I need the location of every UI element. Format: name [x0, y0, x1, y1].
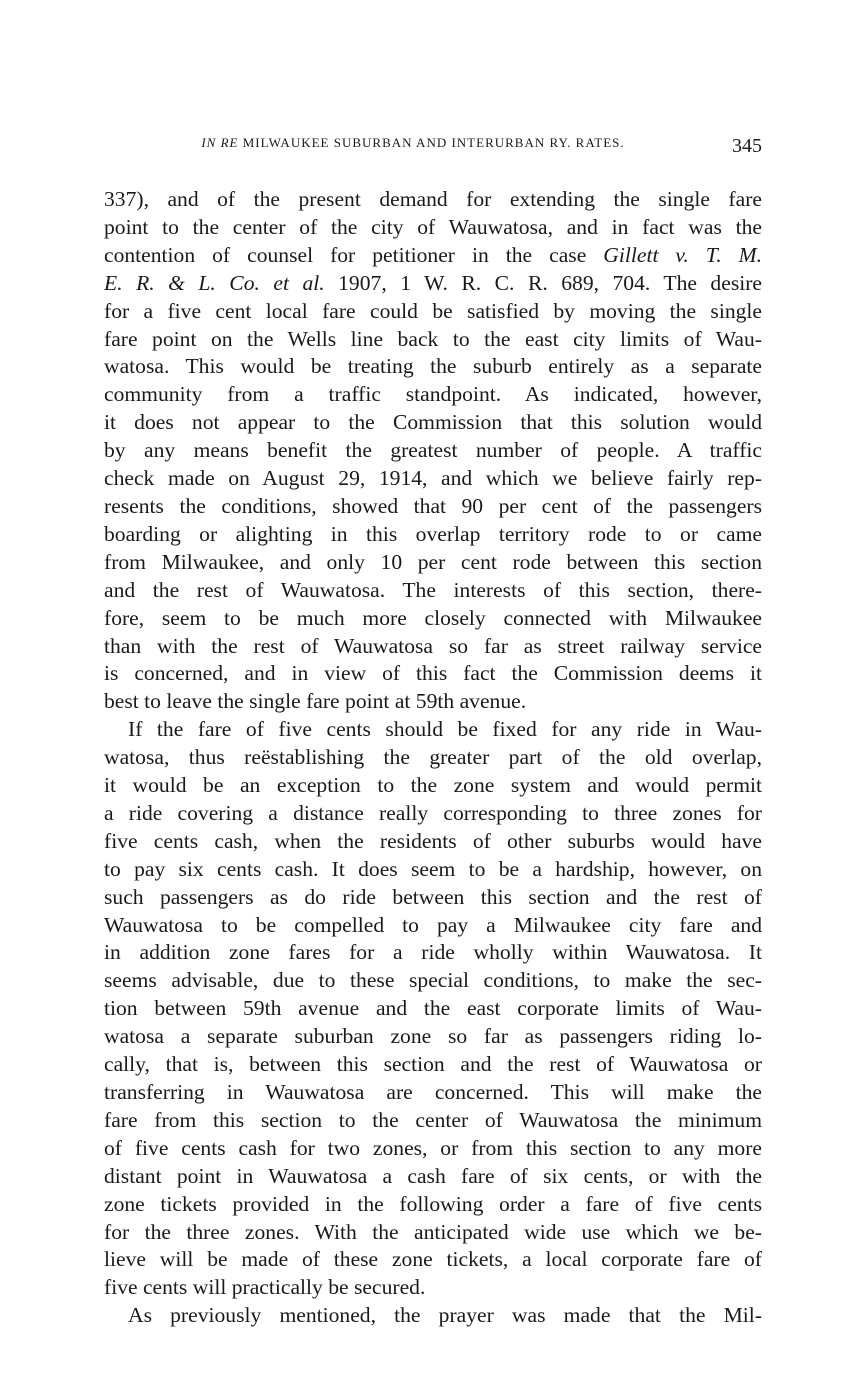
- text-line: transferring in Wauwatosa are concerned. This will make the: [104, 1080, 762, 1104]
- running-head-title-italic: IN RE: [201, 135, 239, 150]
- paragraph-2: [104, 716, 762, 1302]
- text-line: watosa a separate suburban zone so far as passengers riding lo-: [104, 1024, 762, 1049]
- text-line: point to the center of the city of Wauwatosa, and in fact was the: [104, 214, 762, 239]
- text-line-segment: contention of counsel for petitioner in the case: [104, 242, 604, 267]
- text-line: best to leave the single fare point at 59th avenue.: [104, 689, 527, 714]
- text-line: for the three zones. With the anticipated wide use which we be-: [104, 1219, 762, 1244]
- text-line: distant point in Wauwatosa a cash fare of six cents, or with the: [104, 1163, 762, 1188]
- text-line: watosa. This would be treating the suburb entirely as a separate: [104, 354, 762, 379]
- text-line: is concerned, and in view of this fact the Commission deems it: [104, 661, 762, 686]
- text-line: of five cents cash for two zones, or from this section to any more: [104, 1135, 762, 1160]
- text-line: in addition zone fares for a ride wholly within Wauwatosa. It: [104, 940, 762, 965]
- text-line: community from a traffic standpoint. As indicated, however,: [104, 382, 762, 407]
- case-name-continued: E. R. & L. Co. et al.: [104, 270, 325, 295]
- text-line: check made on August 29, 1914, and which we believe fairly rep-: [104, 466, 762, 491]
- text-line: [104, 242, 762, 270]
- text-line: resents the conditions, showed that 90 per cent of the passengers: [104, 493, 762, 518]
- text-line: [104, 270, 762, 298]
- text-line: As previously mentioned, the prayer was made that the Mil-: [128, 1303, 762, 1328]
- text-line: to pay six cents cash. It does seem to be a hardship, however, on: [104, 856, 762, 881]
- text-line: zone tickets provided in the following order a fare of five cents: [104, 1191, 762, 1216]
- text-line: it does not appear to the Commission that this solution would: [104, 410, 762, 435]
- text-line: a ride covering a distance really corresponding to three zones for: [104, 800, 762, 825]
- text-line: from Milwaukee, and only 10 per cent rode between this section: [104, 549, 762, 574]
- text-line: fore, seem to be much more closely connected with Milwaukee: [104, 605, 762, 630]
- case-name: Gillett v. T. M.: [603, 242, 762, 267]
- text-line: boarding or alighting in this overlap territory rode to or came: [104, 521, 762, 546]
- running-head-title: [201, 128, 664, 158]
- text-line: five cents will practically be secured.: [104, 1275, 426, 1300]
- text-line: five cents cash, when the residents of other suburbs would have: [104, 828, 762, 853]
- text-line: such passengers as do ride between this section and the rest of: [104, 884, 762, 909]
- text-line: than with the rest of Wauwatosa so far as street railway service: [104, 633, 762, 658]
- text-line: fare point on the Wells line back to the east city limits of Wau-: [104, 326, 762, 351]
- text-line: 337), and of the present demand for extending the single fare: [104, 187, 762, 211]
- text-line: tion between 59th avenue and the east corporate limits of Wau-: [104, 996, 762, 1021]
- text-line: fare from this section to the center of Wauwatosa the minimum: [104, 1107, 762, 1132]
- running-head-title-text: MILWAUKEE SUBURBAN AND INTERURBAN RY. RATES.: [238, 135, 625, 150]
- text-line: lieve will be made of these zone tickets, a local corporate fare of: [104, 1247, 762, 1272]
- body-text: [104, 186, 762, 1330]
- text-line: and the rest of Wauwatosa. The interests of this section, there-: [104, 577, 762, 602]
- paragraph-1: [104, 186, 762, 716]
- text-line: seems advisable, due to these special conditions, to make the sec-: [104, 968, 762, 993]
- text-line: for a five cent local fare could be satisfied by moving the single: [104, 298, 762, 323]
- document-page: [104, 128, 762, 1330]
- page-number: 345: [732, 135, 762, 157]
- paragraph-3: [104, 1302, 762, 1330]
- text-line: by any means benefit the greatest number of people. A traffic: [104, 438, 762, 463]
- text-line: Wauwatosa to be compelled to pay a Milwaukee city fare and: [104, 912, 762, 937]
- text-line: If the fare of five cents should be fixed for any ride in Wau-: [128, 717, 762, 742]
- running-head: [104, 128, 762, 164]
- text-line: watosa, thus reëstablishing the greater part of the old overlap,: [104, 745, 762, 770]
- text-line-segment: 1907, 1 W. R. C. R. 689, 704. The desire: [324, 270, 762, 295]
- text-line: it would be an exception to the zone system and would permit: [104, 773, 762, 798]
- text-line: cally, that is, between this section and the rest of Wauwatosa or: [104, 1052, 762, 1077]
